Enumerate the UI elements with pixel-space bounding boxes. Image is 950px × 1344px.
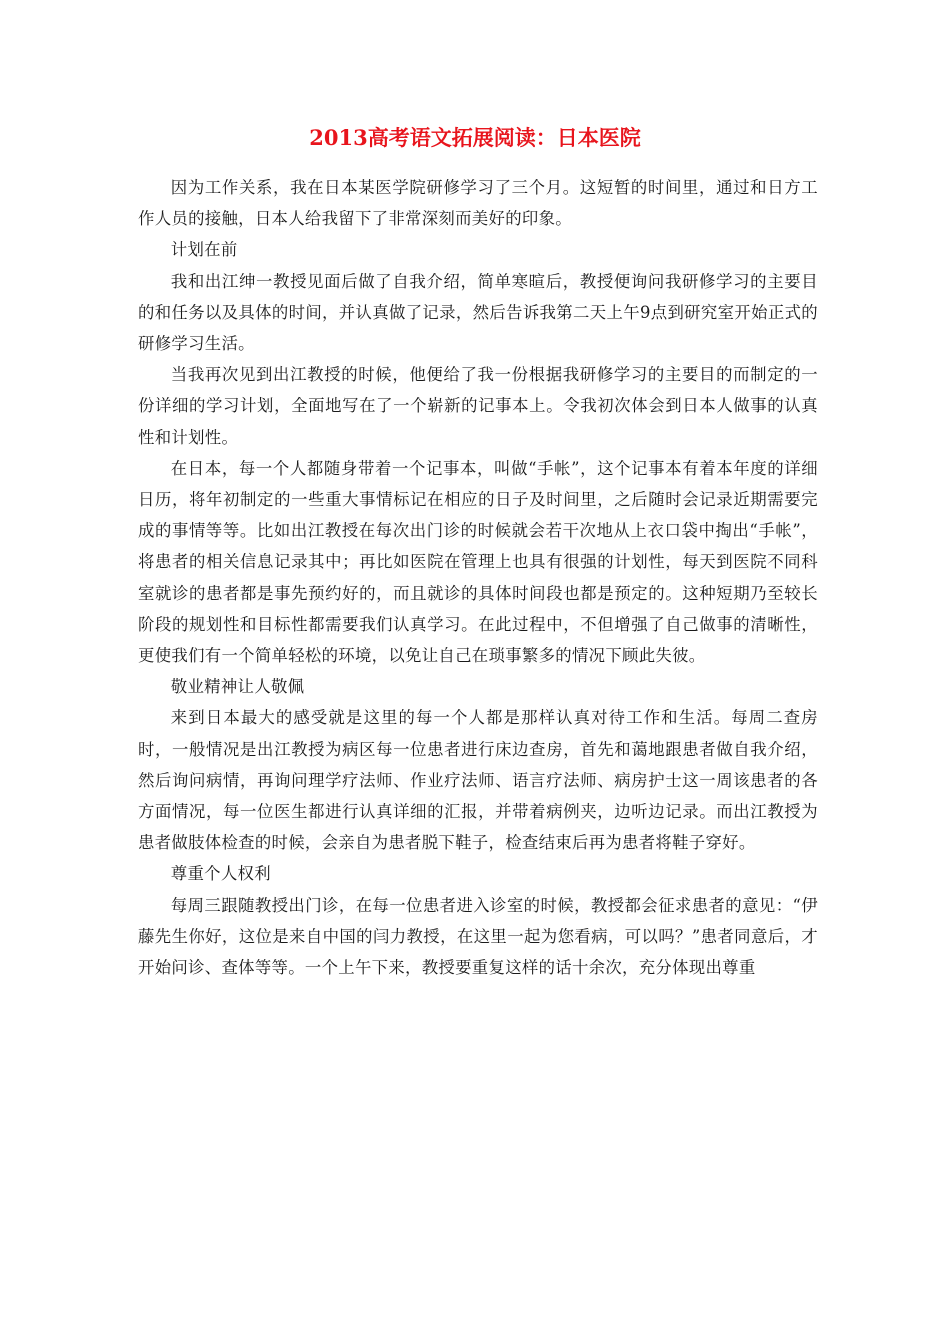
paragraph-intro: 因为工作关系，我在日本某医学院研修学习了三个月。这短暂的时间里，通过和日方工作人员的接触，日本人给我留下了非常深刻而美好的印象。 — [138, 178, 818, 229]
paragraph-rights: 每周三跟随教授出门诊，在每一位患者进入诊室的时候，教授都会征求患者的意见：“伊藤先生你好，这位是来自中国的闫力教授，在这里一起为您看病，可以吗？”患者同意后，才开始问诊、查体等等。一个上午下来，教授要重复这样的话十余次，充分体现出尊重 — [138, 895, 818, 978]
paragraph-plan-1: 我和出江绅一教授见面后做了自我介绍，简单寒暄后，教授便询问我研修学习的主要目的和任务以及具体的时间，并认真做了记录，然后告诉我第二天上午9点到研究室开始正式的研修学习生活。 — [138, 271, 818, 354]
paragraph-dedication: 来到日本最大的感受就是这里的每一个人都是那样认真对待工作和生活。每周二查房时，一般情况是出江教授为病区每一位患者进行床边查房，首先和蔼地跟患者做自我介绍，然后询问病情，再询问理学疗法师、作业疗法师、语言疗法师、病房护士这一周该患者的各方面情况，每一位医生都进行认真详细的汇报，并带着病例夹，边听边记录。而出江教授为患者做肢体检查的时候，会亲自为患者脱下鞋子，检查结束后再为患者将鞋子穿好。 — [138, 708, 818, 853]
document-body — [138, 172, 818, 983]
section-heading-plan: 计划在前 — [170, 240, 238, 260]
paragraph-plan-2: 当我再次见到出江教授的时候，他便给了我一份根据我研修学习的主要目的而制定的一份详细的学习计划，全面地写在了一个崭新的记事本上。令我初次体会到日本人做事的认真性和计划性。 — [138, 365, 818, 447]
paragraph-plan-3: 在日本，每一个人都随身带着一个记事本，叫做“手帐”，这个记事本有着本年度的详细日历，将年初制定的一些重大事情标记在相应的日子及时间里，之后随时会记录近期需要完成的事情等等。比如出江教授在每次出门诊的时候就会若干次地从上衣口袋中掏出“手帐”，将患者的相关信息记录其中；再比如医院在管理上也具有很强的计划性，每天到医院不同科室就诊的患者都是事先预约好的，而且就诊的具体时间段也都是预定的。这种短期乃至较长阶段的规划性和目标性都需要我们认真学习。在此过程中，不但增强了自己做事的清晰性，更使我们有一个简单轻松的环境，以免让自己在琐事繁多的情况下顾此失彼。 — [138, 458, 818, 666]
section-heading-dedication: 敬业精神让人敬佩 — [170, 677, 305, 697]
document-title: 2013高考语文拓展阅读：日本医院 — [309, 125, 641, 150]
section-heading-rights: 尊重个人权利 — [170, 864, 271, 884]
